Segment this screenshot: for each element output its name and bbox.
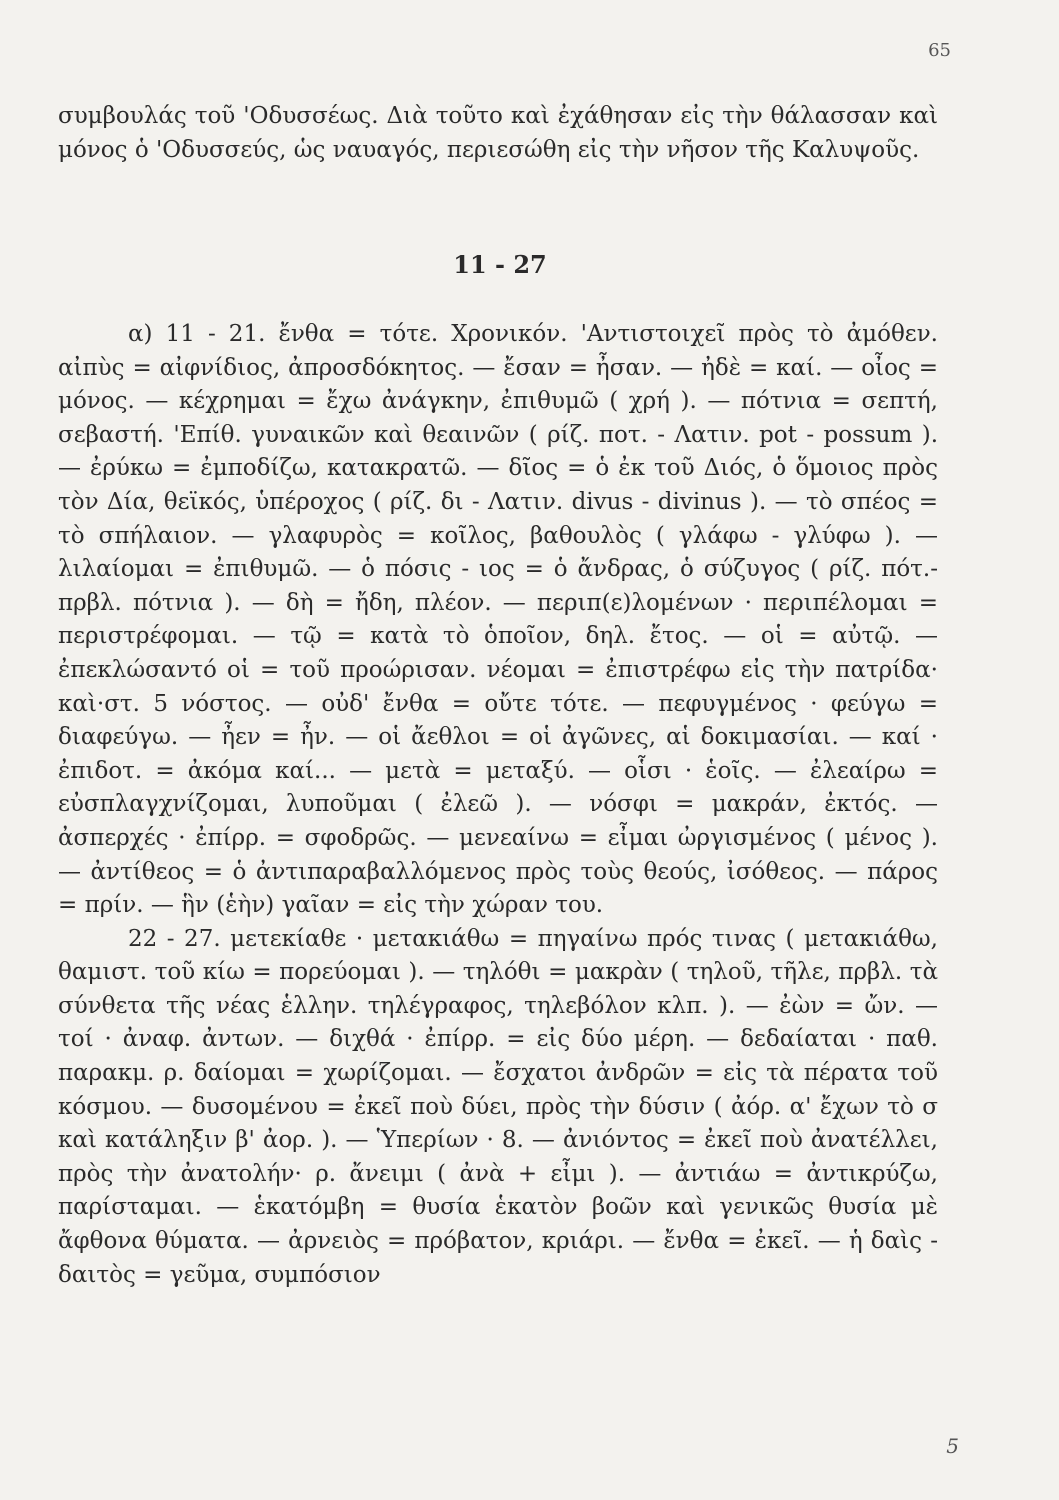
commentary-paragraph-2: 22 - 27. μετεκίαθε · μετακιάθω = πηγαίνω πρός τινας ( μετακιάθω, θαμιστ. τοῦ κίω = πορεύομαι ). — τηλόθι = μακρὰν ( τηλοῦ, τῆλε, πρβλ. τὰ σύνθετα τῆς νέας ἑλλην. τηλέγραφος, τηλεβόλον κλπ. ). — ἐὼν = ὤν. — τοί · ἀναφ. ἀντων. — διχθά · ἐπίρρ. = εἰς δύο μέρη. — δεδαίαται · παθ. παρακμ. ρ. δαίομαι = χωρίζομαι. — ἔσχατοι ἀνδρῶν = εἰς τὰ πέρατα τοῦ κόσμου. — δυσομένου = ἐκεῖ ποὺ δύει, πρὸς τὴν δύσιν ( ἀόρ. α' ἔχων τὸ σ καὶ κατάληξιν β' ἀορ. ). — Ὑπερίων · 8. — ἀνιόντος = ἐκεῖ ποὺ ἀνατέλλει, πρὸς τὴν ἀνατολήν· ρ. ἄνειμι ( ἀνὰ + εἶμι ). — ἀντιάω = ἀντικρύζω, παρίσταμαι. — ἑκατόμβη = θυσία ἑκατὸν βοῶν καὶ γενικῶς θυσία μὲ ἄφθονα θύματα. — ἀρνειὸς = πρόβατον, κριάρι. — ἔνθα = ἐκεῖ. — ἡ δαὶς - δαιτὸς = γεῦμα, συμπόσιον [58,925,938,1288]
commentary-paragraph-1: α) 11 - 21. ἔνθα = τότε. Χρονικόν. 'Αντιστοιχεῖ πρὸς τὸ ἀμόθεν. αἰπὺς = αἰφνίδιος, ἀπροσδόκητος. — ἔσαν = ἦσαν. — ἠδὲ = καί. — οἶος = μόνος. — κέχρημαι = ἔχω ἀνάγκην, ἐπιθυμῶ ( χρή ). — πότνια = σεπτή, σεβαστή. 'Επίθ. γυναικῶν καὶ θεαινῶν ( ρίζ. ποτ. - Λατιν. pot - possum ). — ἐρύκω = ἐμποδίζω, κατακρατῶ. — δῖος = ὁ ἐκ τοῦ Διός, ὁ ὅμοιος πρὸς τὸν Δία, θεϊκός, ὑπέροχος ( ρίζ. δι - Λατιν. divus - divinus ). — τὸ σπέος = τὸ σπήλαιον. — γλαφυρὸς = κοῖλος, βαθουλὸς ( γλάφω - γλύφω ). — λιλαίομαι = ἐπιθυμῶ. — ὁ πόσις - ιος = ὁ ἄνδρας, ὁ σύζυγος ( ρίζ. πότ.-πρβλ. πότνια ). — δὴ = ἤδη, πλέον. — περιπ(ε)λομένων · περιπέλομαι = περιστρέφομαι. — τῷ = κατὰ τὸ ὁποῖον, δηλ. ἔτος. — οἱ = αὐτῷ. — ἐπεκλώσαντό οἱ = τοῦ προώρισαν. νέομαι = ἐπιστρέφω εἰς τὴν πατρίδα· καὶ·στ. 5 νόστος. — οὐδ' ἔνθα = οὔτε τότε. — πεφυγμένος · φεύγω = διαφεύγω. — ἦεν = ἦν. — οἱ ἄεθλοι = οἱ ἀγῶνες, αἱ δοκιμασίαι. — καί · ἐπιδοτ. = ἀκόμα καί... — μετὰ = μεταξύ. — οἷσι · ἑοῖς. — ἐλεαίρω = εὐσπλαγχνίζομαι, λυποῦμαι ( ἐλεῶ ). — νόσφι = μακράν, ἐκτός. — ἀσπερχές · ἐπίρρ. = σφοδρῶς. — μενεαίνω = εἶμαι ὠργισμένος ( μένος ). — ἀντίθεος = ὁ ἀντιπαραβαλλόμενος πρὸς τοὺς θεούς, ἰσόθεος. — πάρος = πρίν. — ἣν (ἑὴν) γαῖαν = εἰς τὴν χώραν του. [58,321,938,919]
section-heading: 11 - 27 [453,250,547,279]
signature-mark: 5 [946,1434,959,1458]
commentary-body [58,318,938,1292]
page-number: 65 [928,40,951,61]
intro-paragraph: συμβουλάς τοῦ 'Οδυσσέως. Διὰ τοῦτο καὶ ἐχάθησαν εἰς τὴν θάλασσαν καὶ μόνος ὁ 'Οδυσσεύς, ὡς ναυαγός, περιεσώθη εἰς τὴν νῆσον τῆς Καλυψοῦς. [58,103,938,163]
